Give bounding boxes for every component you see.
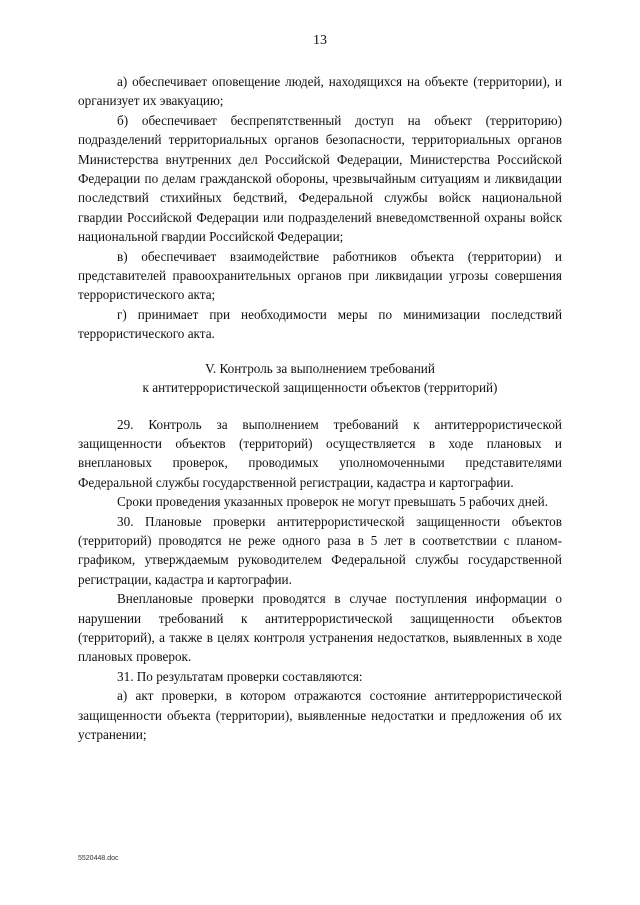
- paragraph-a: а) обеспечивает оповещение людей, находящихся на объекте (территории), и организует их эвакуацию;: [78, 74, 562, 109]
- paragraph-31-a: а) акт проверки, в котором отражаются состояние антитеррористической защищенности объекта (территории), выявленные недостатки и предложения об их устранении;: [78, 688, 562, 742]
- paragraph-30: 30. Плановые проверки антитеррористической защищенности объектов (территорий) проводятся не реже одного раза в 5 лет в соответствии с планом-графиком, утверждаемым руководителем Федеральной службы государственной регистрации, кадастра и картографии.: [78, 513, 562, 587]
- paragraph-v: в) обеспечивает взаимодействие работников объекта (территории) и представителей правоохранительных органов при ликвидации угрозы совершения террористического акта;: [78, 248, 562, 303]
- paragraph-29: 29. Контроль за выполнением требований к антитеррористической защищенности объектов (территорий) осуществляется в ходе плановых и внеплановых проверок, проводимых уполномоченными представителями Федеральной службы государственной регистрации, кадастра и картографии.: [78, 416, 562, 490]
- paragraph-30-unscheduled: Внеплановые проверки проводятся в случае поступления информации о нарушении требований к антитеррористической защищенности объектов (территорий), а также в целях контроля устранения недостатков, выявленных в ходе плановых проверок.: [78, 591, 562, 665]
- section-heading: [78, 359, 562, 398]
- paragraph-31: 31. По результатам проверки составляются:: [117, 668, 363, 684]
- section-heading-line1: V. Контроль за выполнением требований: [205, 360, 435, 376]
- footer-doc-id: 5520448.doc: [78, 855, 119, 862]
- section-heading-line2: к антитеррористической защищенности объектов (территорий): [142, 380, 498, 396]
- page-number: 13: [313, 33, 327, 48]
- paragraph-g: г) принимает при необходимости меры по минимизации последствий террористического акта.: [78, 306, 562, 342]
- paragraph-b: б) обеспечивает беспрепятственный доступ на объект (территорию) подразделений территориальных органов безопасности, территориальных органов Министерства внутренних дел Российской Федерации, Министерства Российской Федерации по делам гражданской обороны, чрезвычайным ситуациям и ликвидации последствий стихийных бедствий, Федеральной службы войск национальной гвардии Российской Федерации или подразделений вневедомственной охраны войск национальной гвардии Российской Федерации;: [78, 112, 562, 245]
- document-body: [78, 72, 562, 744]
- paragraph-29-term: Сроки проведения указанных проверок не могут превышать 5 рабочих дней.: [117, 494, 548, 510]
